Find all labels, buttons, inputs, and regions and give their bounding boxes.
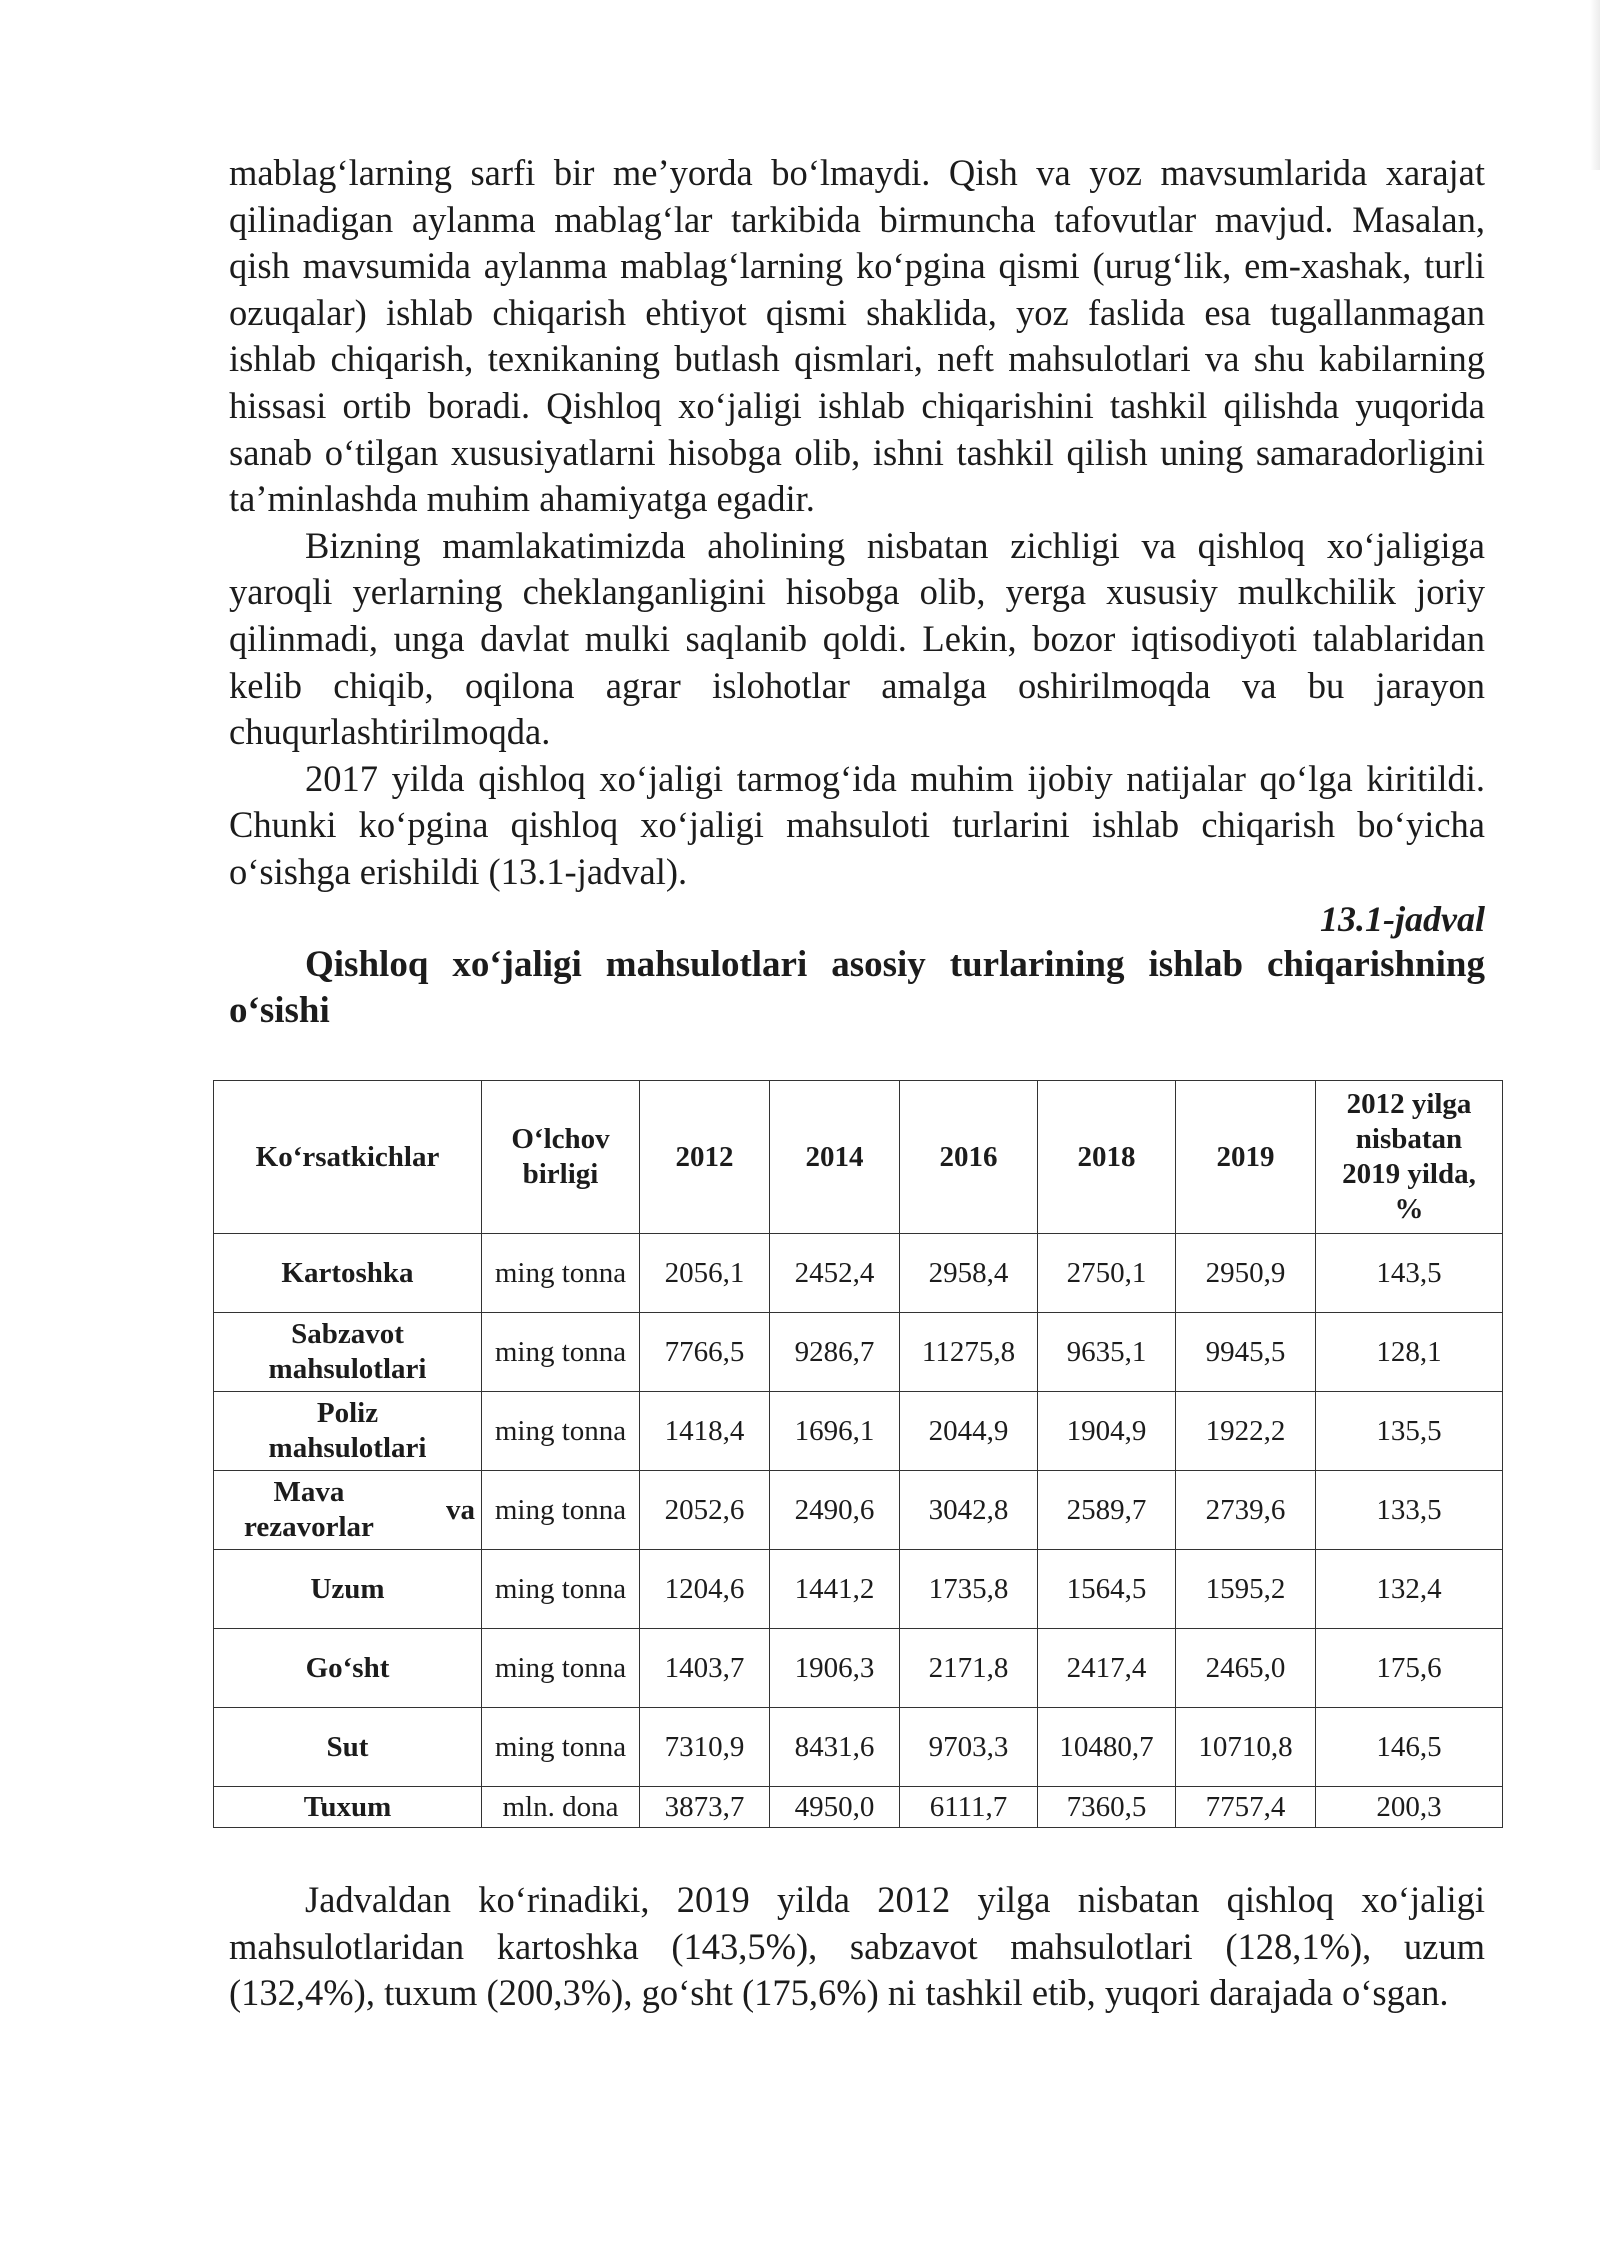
cell-2016: 11275,8 xyxy=(900,1313,1038,1392)
cell-2018: 2417,4 xyxy=(1038,1629,1176,1708)
paragraph-2: Bizning mamlakatimizda aholining nisbatan zichligi va qishloq xo‘jaligiga yaroqli yerlarning cheklanganligini hisobga olib, yerga xususiy mulkchilik joriy qilinmadi, unga davlat mulki saqlanib qoldi. Lekin, bozor iqtisodiyoti talablaridan kelib chiqib, oqilona agrar islohotlar amalga oshirilmoqda va bu jarayon chuqurlashtirilmoqda. xyxy=(229,524,1485,753)
header-unit-line1: O‘lchov xyxy=(511,1123,610,1155)
cell-2018: 1904,9 xyxy=(1038,1392,1176,1471)
cell-percent: 135,5 xyxy=(1316,1392,1503,1471)
row-unit: ming tonna xyxy=(482,1708,640,1787)
cell-percent: 133,5 xyxy=(1316,1471,1503,1550)
cell-2018: 2589,7 xyxy=(1038,1471,1176,1550)
cell-2016: 2171,8 xyxy=(900,1629,1038,1708)
row-name: Kartoshka xyxy=(214,1234,482,1313)
row-name: Sut xyxy=(214,1708,482,1787)
row-name-line1: Sabzavot xyxy=(291,1318,404,1350)
table-row-sut xyxy=(214,1708,1503,1787)
header-percent xyxy=(1316,1081,1503,1234)
cell-2019: 7757,4 xyxy=(1176,1787,1316,1828)
row-unit: ming tonna xyxy=(482,1313,640,1392)
cell-2016: 2958,4 xyxy=(900,1234,1038,1313)
cell-2012: 1403,7 xyxy=(640,1629,770,1708)
header-indicator: Ko‘rsatkichlar xyxy=(214,1081,482,1234)
header-percent-line1: 2012 yilga xyxy=(1346,1088,1472,1120)
table-title: Qishloq xo‘jaligi mahsulotlari asosiy turlarining ishlab chiqarishning o‘sishi xyxy=(229,943,1485,1031)
cell-2014: 1441,2 xyxy=(770,1550,900,1629)
cell-2014: 9286,7 xyxy=(770,1313,900,1392)
cell-2012: 7310,9 xyxy=(640,1708,770,1787)
cell-percent: 132,4 xyxy=(1316,1550,1503,1629)
row-name: Go‘sht xyxy=(214,1629,482,1708)
cell-2014: 1696,1 xyxy=(770,1392,900,1471)
cell-percent: 146,5 xyxy=(1316,1708,1503,1787)
header-2012: 2012 xyxy=(640,1081,770,1234)
row-unit: mln. dona xyxy=(482,1787,640,1828)
table-label: 13.1-jadval xyxy=(1320,898,1485,939)
cell-2014: 1906,3 xyxy=(770,1629,900,1708)
cell-2012: 7766,5 xyxy=(640,1313,770,1392)
cell-percent: 143,5 xyxy=(1316,1234,1503,1313)
row-name-line1: Poliz xyxy=(316,1397,379,1429)
cell-percent: 128,1 xyxy=(1316,1313,1503,1392)
cell-2018: 9635,1 xyxy=(1038,1313,1176,1392)
row-name xyxy=(214,1392,482,1471)
cell-2014: 2490,6 xyxy=(770,1471,900,1550)
table-row-gosht xyxy=(214,1629,1503,1708)
table-row-kartoshka xyxy=(214,1234,1503,1313)
page-edge-shadow xyxy=(1590,0,1600,170)
cell-2018: 7360,5 xyxy=(1038,1787,1176,1828)
row-unit: ming tonna xyxy=(482,1234,640,1313)
cell-2012: 1204,6 xyxy=(640,1550,770,1629)
header-2019: 2019 xyxy=(1176,1081,1316,1234)
row-name xyxy=(214,1471,482,1550)
production-growth-table xyxy=(213,1080,1503,1828)
row-name-line2: mahsulotlari xyxy=(268,1432,427,1464)
header-percent-line3: 2019 yilda, xyxy=(1342,1158,1476,1190)
document-body xyxy=(229,150,1485,1034)
row-name-line2: mahsulotlari xyxy=(268,1353,427,1385)
cell-2012: 2052,6 xyxy=(640,1471,770,1550)
table-header-row xyxy=(214,1081,1503,1234)
header-2016: 2016 xyxy=(900,1081,1038,1234)
row-name-line2: rezavorlar xyxy=(244,1511,374,1543)
cell-2016: 1735,8 xyxy=(900,1550,1038,1629)
header-2018: 2018 xyxy=(1038,1081,1176,1234)
table-row-sabzavot xyxy=(214,1313,1503,1392)
row-unit: ming tonna xyxy=(482,1550,640,1629)
cell-2018: 2750,1 xyxy=(1038,1234,1176,1313)
row-unit: ming tonna xyxy=(482,1629,640,1708)
cell-2019: 1595,2 xyxy=(1176,1550,1316,1629)
header-percent-line4: % xyxy=(1394,1193,1424,1225)
cell-2018: 10480,7 xyxy=(1038,1708,1176,1787)
cell-percent: 175,6 xyxy=(1316,1629,1503,1708)
row-name-conjunction: va xyxy=(446,1493,475,1526)
paragraph-1: mablag‘larning sarfi bir me’yorda bo‘lmaydi. Qish va yoz mavsumlarida xarajat qilinadigan aylanma mablag‘lar tarkibida birmuncha tafovutlar mavjud. Masalan, qish mavsumida aylanma mablag‘larning ko‘pgina qismi (urug‘lik, em-xashak, turli ozuqalar) ishlab chiqarish ehtiyot qismi shaklida, yoz faslida esa tugallanmagan ishlab chiqarish, texnikaning butlash qismlari, neft mahsulotlari va shu kabilarning hissasi ortib boradi. Qishloq xo‘jaligi ishlab chiqarishini tashkil qilishda yuqorida sanab o‘tilgan xususiyatlarni hisobga olib, ishni tashkil qilish uning samaradorligini ta’minlashda muhim ahamiyatga egadir. xyxy=(229,152,1485,520)
cell-2016: 6111,7 xyxy=(900,1787,1038,1828)
cell-2019: 9945,5 xyxy=(1176,1313,1316,1392)
cell-2014: 2452,4 xyxy=(770,1234,900,1313)
cell-2019: 1922,2 xyxy=(1176,1392,1316,1471)
cell-2012: 1418,4 xyxy=(640,1392,770,1471)
cell-percent: 200,3 xyxy=(1316,1787,1503,1828)
cell-2012: 2056,1 xyxy=(640,1234,770,1313)
row-unit: ming tonna xyxy=(482,1471,640,1550)
cell-2014: 8431,6 xyxy=(770,1708,900,1787)
cell-2012: 3873,7 xyxy=(640,1787,770,1828)
table-row-uzum xyxy=(214,1550,1503,1629)
header-unit-line2: birligi xyxy=(522,1158,599,1190)
table-row-mava xyxy=(214,1471,1503,1550)
header-2014: 2014 xyxy=(770,1081,900,1234)
cell-2016: 2044,9 xyxy=(900,1392,1038,1471)
row-unit: ming tonna xyxy=(482,1392,640,1471)
table-row-tuxum xyxy=(214,1787,1503,1828)
cell-2018: 1564,5 xyxy=(1038,1550,1176,1629)
header-unit xyxy=(482,1081,640,1234)
cell-2019: 2465,0 xyxy=(1176,1629,1316,1708)
row-name-line1: Mava xyxy=(273,1476,345,1508)
row-name xyxy=(214,1313,482,1392)
cell-2019: 2950,9 xyxy=(1176,1234,1316,1313)
row-name: Tuxum xyxy=(214,1787,482,1828)
cell-2016: 9703,3 xyxy=(900,1708,1038,1787)
cell-2019: 2739,6 xyxy=(1176,1471,1316,1550)
table-commentary xyxy=(229,1877,1485,2017)
cell-2014: 4950,0 xyxy=(770,1787,900,1828)
cell-2016: 3042,8 xyxy=(900,1471,1038,1550)
header-percent-line2: nisbatan xyxy=(1355,1123,1463,1155)
cell-2019: 10710,8 xyxy=(1176,1708,1316,1787)
paragraph-3: 2017 yilda qishloq xo‘jaligi tarmog‘ida muhim ijobiy natijalar qo‘lga kiritildi. Chunki ko‘pgina qishloq xo‘jaligi mahsuloti turlarini ishlab chiqarish bo‘yicha o‘sishga erishildi (13.1-jadval). xyxy=(229,757,1485,892)
paragraph-4: Jadvaldan ko‘rinadiki, 2019 yilda 2012 yilga nisbatan qishloq xo‘jaligi mahsulotlaridan kartoshka (143,5%), sabzavot mahsulotlari (128,1%), uzum (132,4%), tuxum (200,3%), go‘sht (175,6%) ni tashkil etib, yuqori darajada o‘sgan. xyxy=(229,1879,1485,2014)
row-name: Uzum xyxy=(214,1550,482,1629)
table-row-poliz xyxy=(214,1392,1503,1471)
